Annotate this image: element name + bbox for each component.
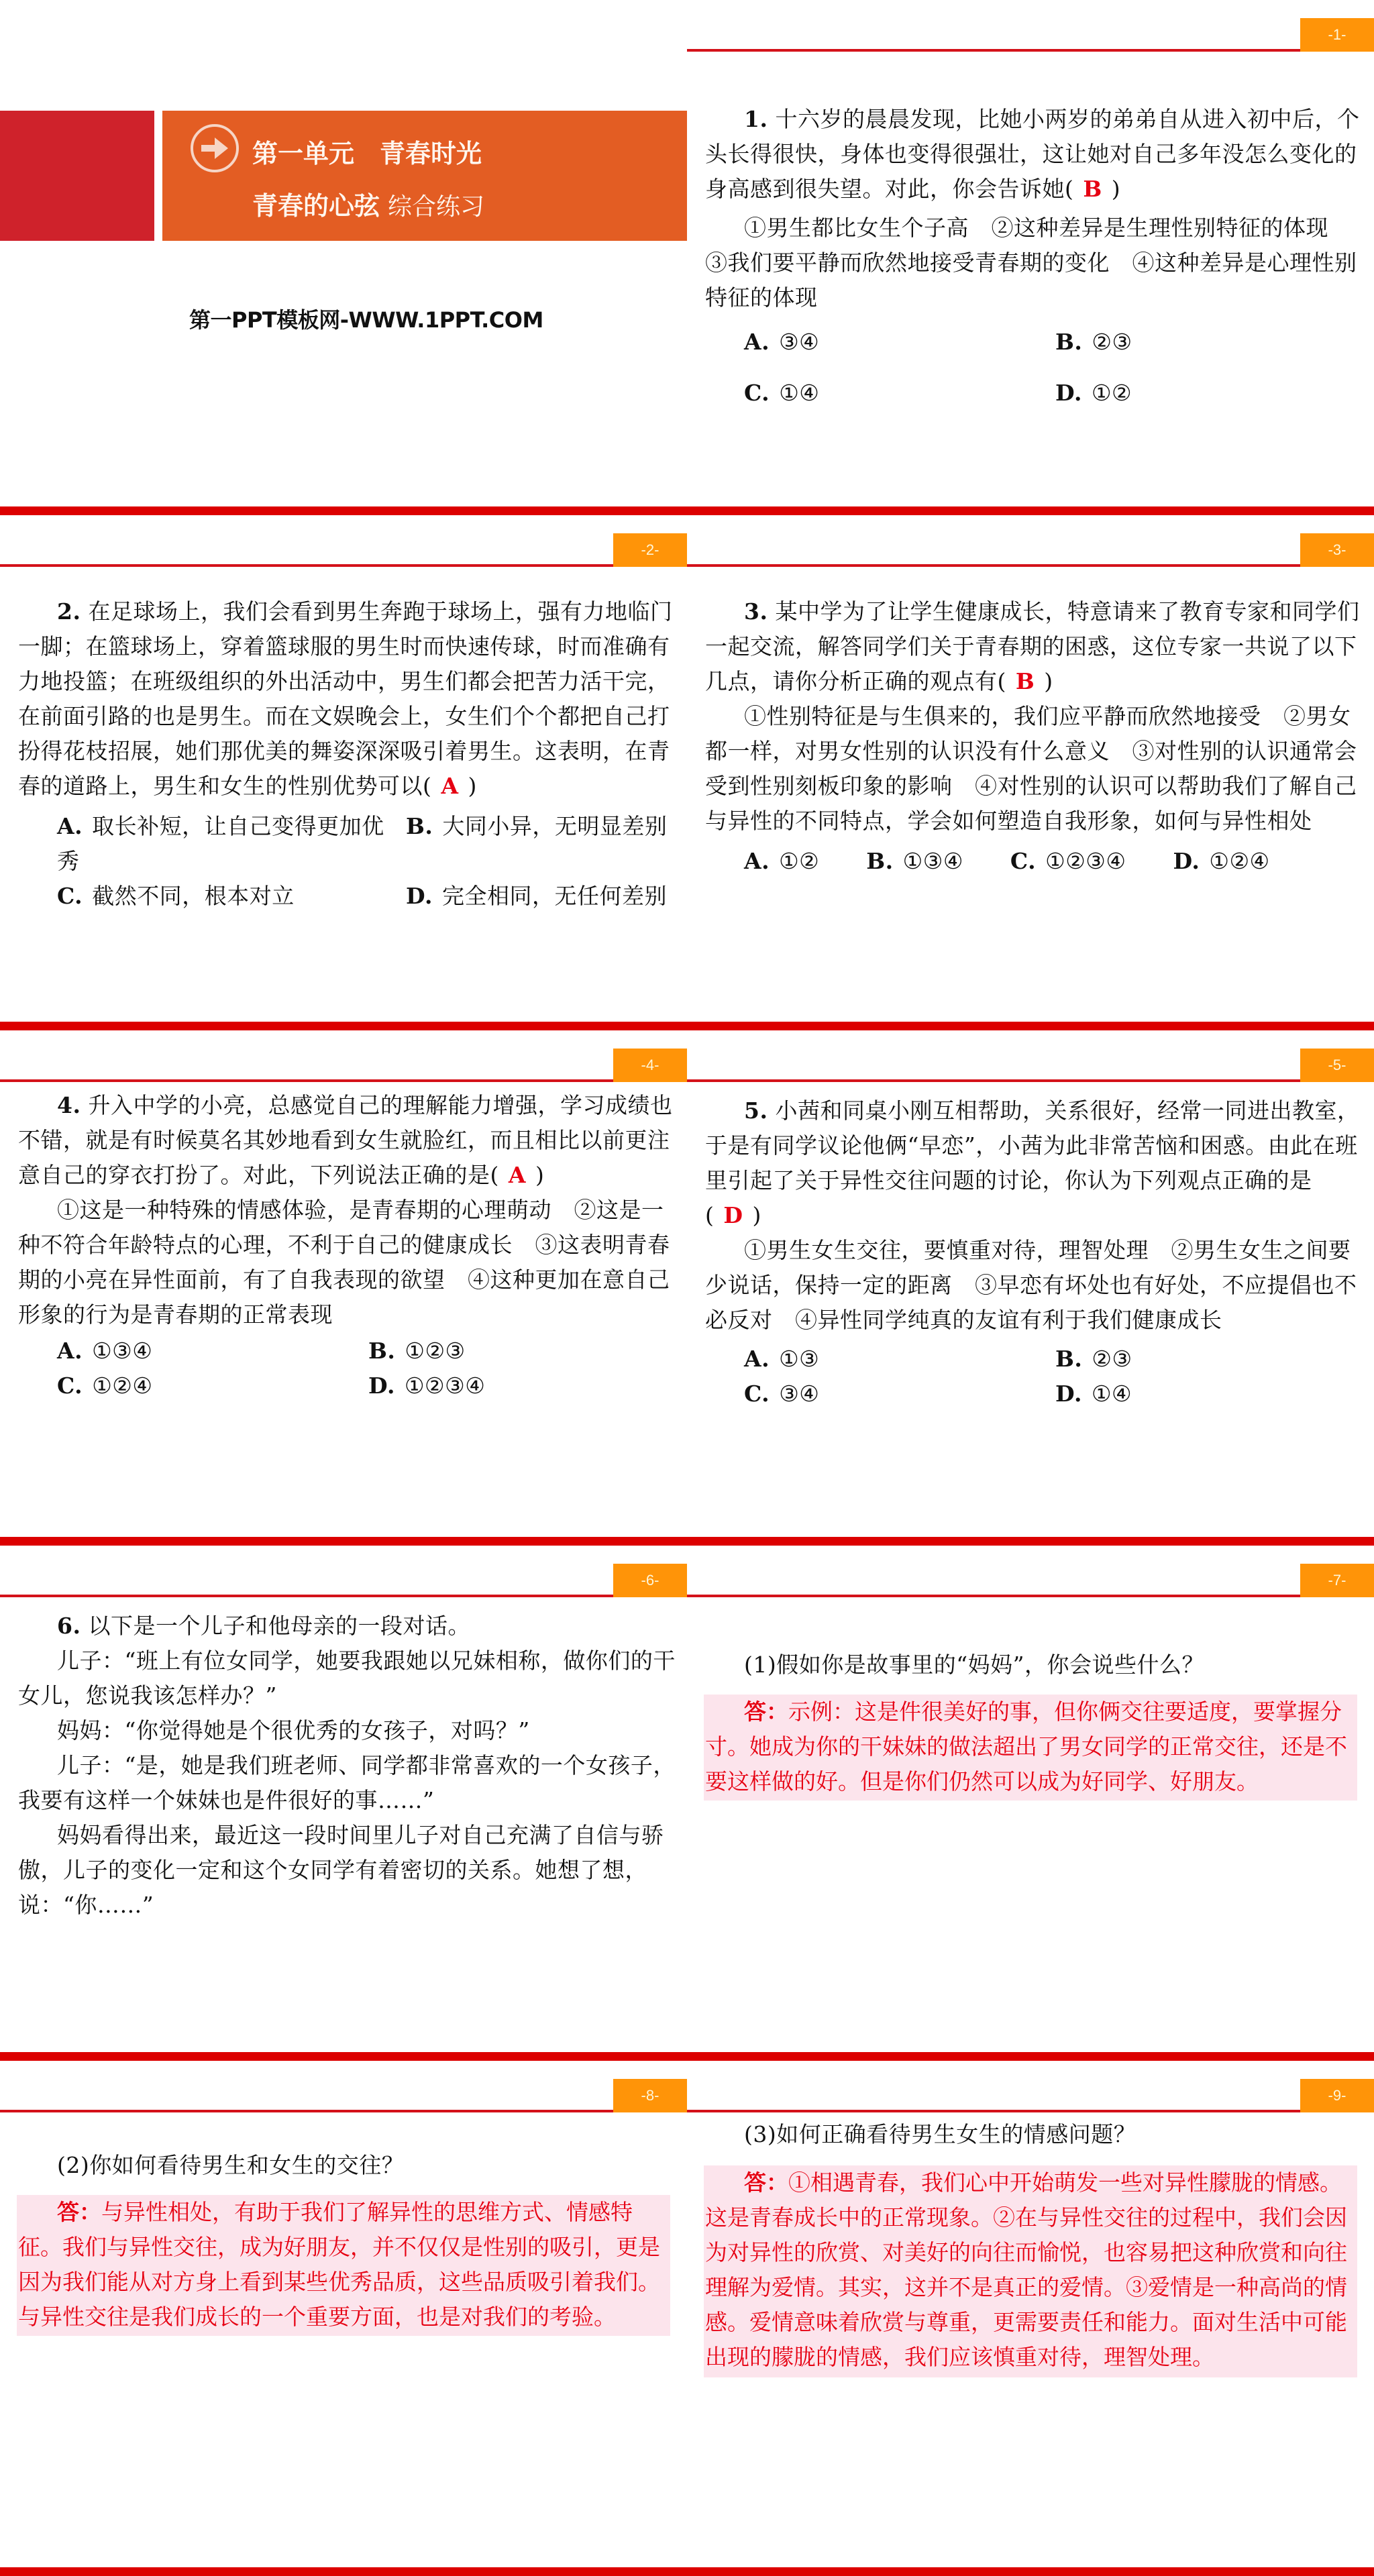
bottom-bar	[687, 1537, 1374, 1546]
dialogue-line: 妈妈看得出来，最近这一段时间里儿子对自己充满了自信与骄傲，儿子的变化一定和这个女同学有着密切的关系。她想了想，说：“你……”	[18, 1822, 664, 1918]
page-number-badge: -1-	[1300, 18, 1374, 52]
statements: ①性别特征是与生俱来的，我们应平静而欣然地接受 ②男女都一样，对男女性别的认识没有什么意义 ③对性别的认识通常会受到性别刻板印象的影响 ④对性别的认识可以帮助我们了解自己与异性的不同特点，学会如何塑造自我形象，如何与异性相处	[705, 703, 1357, 834]
slide-7[interactable]	[687, 1546, 1374, 2061]
question-intro: 6. 以下是一个儿子和他母亲的一段对话。	[57, 1613, 470, 1639]
option-d[interactable]: D. ①④	[1055, 1381, 1132, 1407]
slide-1[interactable]	[687, 0, 1374, 515]
question-1	[705, 102, 1367, 411]
answer-box: 答：示例：这是件很美好的事，但你俩交往要适度，要掌握分寸。她成为你的干妹妹的做法超出了男女同学的正常交往，还是不要这样做的好。但是你们仍然可以成为好同学、好朋友。	[704, 1695, 1357, 1801]
page-number-badge: -2-	[613, 533, 687, 567]
arrow-right-circle-icon	[191, 124, 239, 172]
option-b[interactable]: B. ②③	[1055, 329, 1132, 355]
answer-box: 答：①相遇青春，我们心中开始萌发一些对异性朦胧的情感。这是青春成长中的正常现象。②在与异性交往的过程中，我们会因为对异性的欣赏、对美好的向往而愉悦，也容易把这种欣赏和向往理解为爱情。其实，这并不是真正的爱情。③爱情是一种高尚的情感。爱情意味着欣赏与尊重，更需要责任和能力。面对生活中可能出现的朦胧的情感，我们应该慎重对待，理智处理。	[704, 2165, 1357, 2377]
dialogue-line: 儿子：“是，她是我们班老师、同学都非常喜欢的一个女孩子，我要有这样一个妹妹也是件很好的事……”	[18, 1752, 676, 1813]
page-number-badge: -7-	[1300, 1564, 1374, 1597]
bottom-bar	[687, 2052, 1374, 2061]
statements: ①男生都比女生个子高 ②这种差异是生理性别特征的体现 ③我们要平静而欣然地接受青春期的变化 ④这种差异是心理性别特征的体现	[705, 215, 1357, 311]
option-d[interactable]: D. ①②④	[1173, 848, 1270, 874]
slide-9[interactable]	[687, 2061, 1374, 2576]
page-number-badge: -8-	[613, 2079, 687, 2112]
options	[18, 1334, 680, 1403]
question-5	[705, 1093, 1367, 1411]
bottom-bar	[0, 1022, 687, 1030]
slide-8[interactable]	[0, 2061, 687, 2576]
slide-5[interactable]	[687, 1030, 1374, 1546]
option-a[interactable]: A. ①③	[744, 1346, 820, 1372]
option-a[interactable]: A. ①②	[744, 848, 820, 874]
question-stem: 5. 小茜和同桌小刚互相帮助，关系很好，经常一同进出教室，于是有同学议论他俩“早恋”，小茜为此非常苦恼和困惑。由此在班里引起了关于异性交往问题的讨论，你认为下列观点正确的是( D )	[705, 1097, 1360, 1228]
option-a[interactable]: A. 取长补短，让自己变得更加优秀	[57, 813, 384, 874]
title-slide[interactable]	[0, 0, 687, 515]
slide-6[interactable]	[0, 1546, 687, 2061]
sub-question-2: (2)你如何看待男生和女生的交往？	[57, 2152, 405, 2178]
question-6	[18, 1609, 680, 1923]
header-line	[687, 1595, 1300, 1597]
lesson-title	[252, 185, 484, 222]
lesson-name: 青春的心弦	[252, 191, 380, 221]
question-2	[18, 594, 680, 914]
answer-letter: B	[1015, 668, 1035, 694]
answer-letter: A	[508, 1162, 526, 1188]
answer-letter: D	[723, 1202, 743, 1228]
sub-question-3: (3)如何正确看待男生女生的情感问题？	[744, 2121, 1137, 2147]
dialogue-line: 妈妈：“你觉得她是个很优秀的女孩子，对吗？”	[57, 1717, 530, 1743]
bottom-bar	[0, 2567, 687, 2576]
question-stem: 1. 十六岁的晨晨发现，比她小两岁的弟弟自从进入初中后，个头长得很快，身体也变得很强壮，这让她对自己多年没怎么变化的身高感到很失望。对此，你会告诉她( B )	[705, 106, 1360, 202]
page-number-badge: -9-	[1300, 2079, 1374, 2112]
question-3	[705, 594, 1367, 879]
slide-2[interactable]	[0, 515, 687, 1030]
bottom-bar	[687, 1022, 1374, 1030]
page-number-badge: -5-	[1300, 1049, 1374, 1082]
header-line	[0, 2110, 613, 2112]
option-b[interactable]: B. ①③④	[866, 848, 963, 874]
lesson-subtitle: 综合练习	[388, 193, 485, 221]
option-c[interactable]: C. ①②④	[57, 1373, 153, 1399]
statements: ①这是一种特殊的情感体验，是青春期的心理萌动 ②这是一种不符合年龄特点的心理，不利于自己的健康成长 ③这表明青春期的小亮在异性面前，有了自我表现的欲望 ④这种更加在意自己形象的行为是青春期的正常表现	[18, 1197, 670, 1328]
option-c[interactable]: C. ①②③④	[1010, 848, 1126, 874]
site-label: 第一PPT模板网-WWW.1PPT.COM	[189, 307, 543, 333]
bottom-bar	[0, 506, 687, 515]
slide-3[interactable]	[687, 515, 1374, 1030]
dialogue-line: 儿子：“班上有位女同学，她要我跟她以兄妹相称，做你们的干女儿，您说我该怎样办？”	[18, 1648, 676, 1709]
options	[18, 809, 680, 914]
options	[705, 844, 1367, 879]
options	[705, 1342, 1367, 1411]
statements: ①男生女生交往，要慎重对待，理智处理 ②男生女生之间要少说话，保持一定的距离 ③早恋有坏处也有好处，不应提倡也不必反对 ④异性同学纯真的友谊有利于我们健康成长	[705, 1237, 1357, 1333]
option-b[interactable]: B. ①②③	[368, 1338, 466, 1364]
bottom-bar	[0, 2052, 687, 2061]
question-stem: 2. 在足球场上，我们会看到男生奔跑于球场上，强有力地临门一脚；在篮球场上，穿着篮球服的男生时而快速传球，时而准确有力地投篮；在班级组织的外出活动中，男生们都会把苦力活干完，在前面引路的也是男生。而在文娱晚会上，女生们个个都把自己打扮得花枝招展，她们那优美的舞姿深深吸引着男生。这表明，在青春的道路上，男生和女生的性别优势可以( A )	[18, 598, 673, 799]
page-number-badge: -3-	[1300, 533, 1374, 567]
option-b[interactable]: B. ②③	[1055, 1346, 1132, 1372]
slide-4[interactable]	[0, 1030, 687, 1546]
option-c[interactable]: C. ③④	[744, 1381, 820, 1407]
header-line	[687, 1079, 1300, 1082]
header-line	[0, 564, 613, 567]
sub-question-1: (1)假如你是故事里的“妈妈”，你会说些什么？	[744, 1652, 1204, 1678]
option-c[interactable]: C. 截然不同，根本对立	[57, 883, 295, 909]
question-4	[18, 1088, 680, 1403]
header-line	[0, 1595, 613, 1597]
option-b[interactable]: B. 大同小异，无明显差别	[406, 813, 668, 839]
page-number-badge: -6-	[613, 1564, 687, 1597]
option-a[interactable]: A. ①③④	[57, 1338, 153, 1364]
option-d[interactable]: D. ①②③④	[368, 1373, 486, 1399]
option-c[interactable]: C. ①④	[744, 380, 820, 406]
answer-letter: B	[1083, 176, 1102, 202]
option-d[interactable]: D. ①②	[1055, 380, 1132, 406]
option-a[interactable]: A. ③④	[744, 329, 820, 355]
answer-letter: A	[441, 773, 459, 799]
header-line	[687, 49, 1300, 52]
answer-box: 答：与异性相处，有助于我们了解异性的思维方式、情感特征。我们与异性交往，成为好朋友，并不仅仅是性别的吸引，更是因为我们能从对方身上看到某些优秀品质，这些品质吸引着我们。与异性交往是我们成长的一个重要方面，也是对我们的考验。	[17, 2195, 670, 2336]
header-line	[687, 2110, 1300, 2112]
bottom-bar	[687, 506, 1374, 515]
title-red-block	[0, 111, 154, 241]
question-stem: 3. 某中学为了让学生健康成长，特意请来了教育专家和同学们一起交流，解答同学们关于青春期的困惑，这位专家一共说了以下几点，请你分析正确的观点有( B )	[705, 598, 1360, 694]
bottom-bar	[687, 2567, 1374, 2576]
unit-title: 第一单元 青春时光	[252, 139, 482, 168]
bottom-bar	[0, 1537, 687, 1546]
options	[705, 325, 1367, 411]
header-line	[0, 1079, 613, 1082]
question-stem: 4. 升入中学的小亮，总感觉自己的理解能力增强，学习成绩也不错，就是有时候莫名其妙地看到女生就脸红，而且相比以前更注意自己的穿衣打扮了。对此，下列说法正确的是( A )	[18, 1092, 673, 1188]
option-d[interactable]: D. 完全相同，无任何差别	[406, 883, 667, 909]
page-number-badge: -4-	[613, 1049, 687, 1082]
header-line	[687, 564, 1300, 567]
